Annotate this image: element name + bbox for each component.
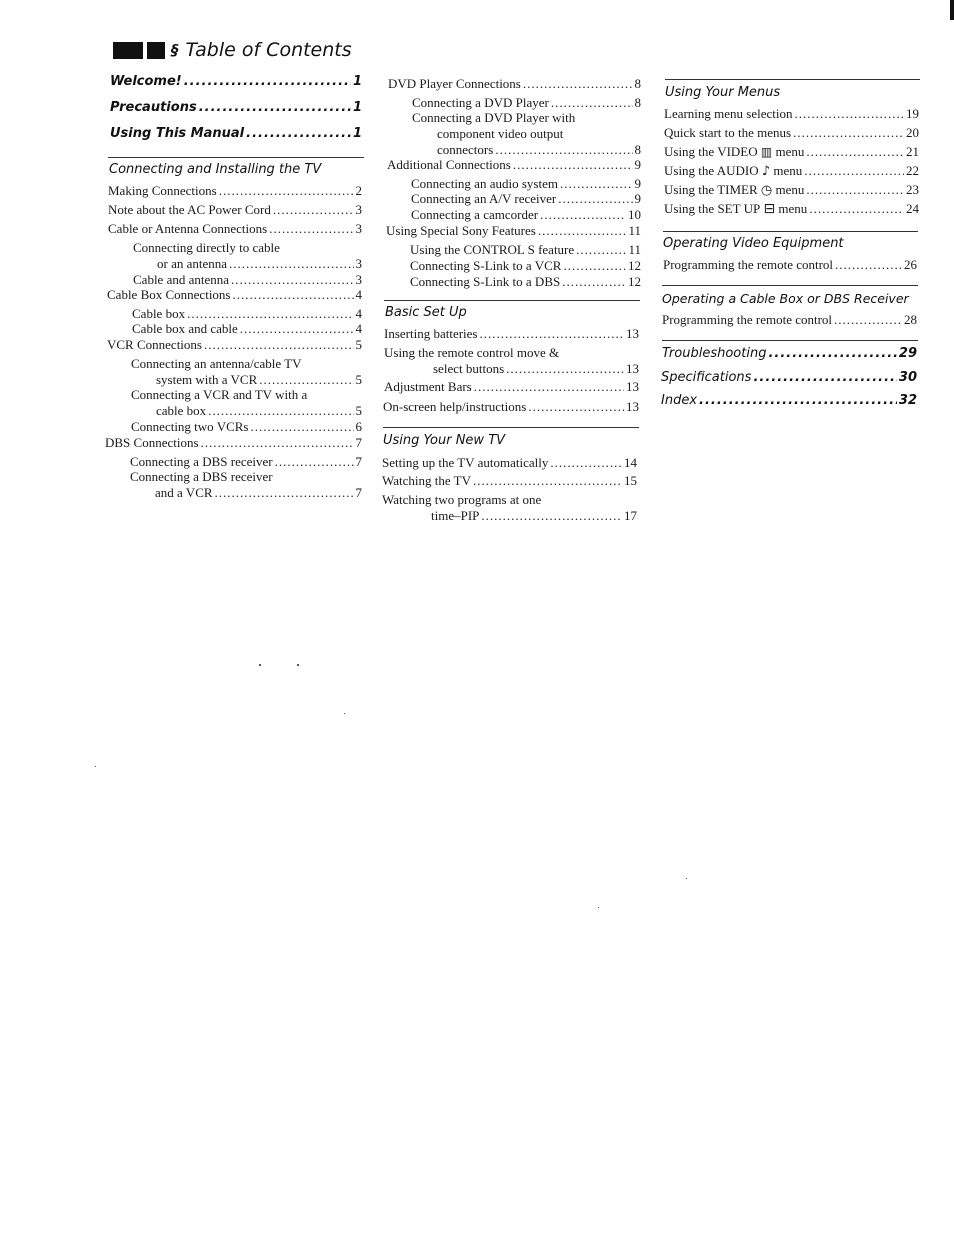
scan-speck [344,713,345,714]
dot-leader [538,223,627,239]
scan-speck [259,664,261,666]
toc-entry[interactable] [132,306,362,322]
toc-page: 12 [628,258,641,273]
toc-label: cable box [156,403,207,418]
dot-leader [753,370,896,385]
toc-page: 4 [355,321,362,336]
dot-leader [806,144,904,160]
dot-leader [259,372,353,388]
dot-leader [523,76,633,92]
dot-leader [199,100,351,115]
section-divider [663,231,918,232]
toc-entry[interactable] [156,403,362,419]
toc-entry[interactable] [662,312,917,328]
section-title-connecting: Connecting and Installing the TV [109,162,322,177]
dot-leader [699,393,897,408]
toc-page: 30 [898,370,917,385]
scan-speck [95,766,96,767]
toc-label: Connecting an A/V receiver [411,191,557,206]
toc-label: Connecting two VCRs [131,419,249,434]
scan-speck [598,907,599,908]
scan-speck [686,878,687,879]
toc-entry[interactable] [387,157,641,173]
toc-label: Welcome! [110,74,182,89]
toc-entry-using-manual[interactable] [110,126,362,141]
section-title-video-equipment: Operating Video Equipment [663,236,844,251]
toc-entry-audio-menu[interactable] [664,163,919,179]
toc-page: 13 [626,326,639,341]
toc-entry-continued[interactable]: component video output [437,126,564,141]
toc-entry[interactable] [410,242,641,258]
toc-label: Connecting a camcorder [411,207,539,222]
toc-page: 28 [904,312,917,327]
toc-page: 17 [624,508,637,523]
dot-leader [560,176,633,192]
toc-label: Cable box and cable [132,321,238,336]
toc-page: 3 [355,202,362,217]
toc-entry[interactable] [156,372,362,388]
toc-label: Using the AUDIO [664,163,759,178]
toc-entry-timer-menu[interactable] [664,182,919,198]
toc-page: 24 [906,201,919,216]
toc-label: Cable and antenna [133,272,230,287]
toc-page: 22 [906,163,919,178]
dot-leader [558,191,632,207]
section-title-menus: Using Your Menus [665,85,781,100]
dot-leader [273,202,354,218]
toc-label: connectors [437,142,494,157]
toc-page: 2 [355,183,362,198]
dot-leader [809,201,904,217]
toc-entry-precautions[interactable] [110,100,362,115]
toc-label: Programming the remote control [662,312,833,327]
toc-entry-continued[interactable]: Connecting a DVD Player with [412,110,576,125]
toc-entry[interactable] [383,399,639,415]
toc-label: Cable box [132,306,186,321]
toc-label: Using the TIMER [664,182,758,197]
section-divider [662,340,918,341]
toc-page: 15 [624,473,637,488]
toc-entry[interactable] [437,142,641,158]
toc-page: 20 [906,125,919,140]
toc-label: Connecting a DVD Player [412,95,549,110]
toc-page: 13 [626,379,639,394]
toc-page: 5 [355,337,362,352]
toc-label: Using the VIDEO [664,144,758,159]
toc-entry-continued[interactable]: Connecting a DBS receiver [130,469,273,484]
dot-leader [768,346,896,361]
toc-entry[interactable] [410,258,641,274]
toc-entry[interactable] [411,207,641,223]
toc-page: 5 [355,372,362,387]
toc-label: or an antenna [157,256,228,271]
toc-entry[interactable] [382,455,637,471]
page-edge-mark [950,0,954,20]
setup-menu-icon: ⊟ [763,201,776,217]
toc-label: and a VCR [155,485,213,500]
video-menu-icon: ▥ [760,145,773,159]
dot-leader [804,163,904,179]
dot-leader [251,419,354,435]
toc-entry[interactable] [384,326,639,342]
toc-entry[interactable] [107,287,362,303]
toc-entry[interactable] [107,337,362,353]
toc-label: Index [661,393,698,408]
toc-page: 7 [355,454,362,469]
toc-entry-setup-menu[interactable] [664,201,919,217]
toc-entry[interactable] [155,485,362,501]
toc-entry[interactable] [131,419,362,435]
toc-label: Using the SET UP [664,201,761,216]
toc-page: 26 [904,257,917,272]
toc-page: 32 [898,393,917,408]
dot-leader [835,257,902,273]
toc-page: 9 [634,157,641,172]
dot-leader [528,399,624,415]
toc-page: 11 [628,223,641,238]
toc-label: On-screen help/instructions [383,399,527,414]
toc-label: Precautions [110,100,197,115]
toc-label: VCR Connections [107,337,202,352]
toc-label: Using This Manual [110,126,245,141]
toc-entry[interactable] [410,274,641,290]
toc-label: Programming the remote control [663,257,834,272]
toc-entry-welcome[interactable] [110,74,362,89]
toc-label: Setting up the TV automatically [382,455,549,470]
toc-entry[interactable] [105,435,362,451]
toc-entry-specifications[interactable] [661,370,917,385]
toc-label: Specifications [661,370,752,385]
header-glyph-icon: § [171,41,179,59]
dot-leader [793,125,904,141]
dot-leader [481,508,622,524]
toc-label: DBS Connections [105,435,199,450]
toc-label-suffix: menu [773,163,803,178]
toc-entry[interactable] [388,76,641,92]
toc-entry-continued[interactable]: Connecting directly to cable [133,240,280,255]
toc-label: Connecting a DBS receiver [130,454,273,469]
dot-leader [275,454,354,470]
toc-page: 9 [634,191,641,206]
toc-entry[interactable] [384,379,639,395]
toc-entry[interactable] [108,202,362,218]
toc-label: Using Special Sony Features [386,223,536,238]
toc-entry[interactable] [433,361,639,377]
toc-label: time–PIP [431,508,480,523]
toc-page: 7 [355,435,362,450]
toc-label: Watching the TV [382,473,471,488]
toc-label: select buttons [433,361,505,376]
toc-entry[interactable] [664,106,919,122]
toc-entry[interactable] [664,125,919,141]
dot-leader [208,403,353,419]
dot-leader [495,142,632,158]
dot-leader [576,242,626,258]
toc-label: Additional Connections [387,157,511,172]
dot-leader [474,379,624,395]
toc-entry-continued[interactable]: Connecting a VCR and TV with a [131,387,308,402]
dot-leader [231,272,353,288]
toc-entry[interactable] [411,176,641,192]
header-block-icon [113,42,143,59]
dot-leader [540,207,626,223]
toc-page: 13 [626,399,639,414]
toc-entry-index[interactable] [661,393,917,408]
dot-leader [550,455,622,471]
toc-page: 8 [634,142,641,157]
dot-leader [834,312,902,328]
toc-page: 9 [634,176,641,191]
section-title-cable-box: Operating a Cable Box or DBS Receiver [662,291,909,306]
toc-page: 23 [906,182,919,197]
toc-label-suffix: menu [778,201,808,216]
toc-page: 12 [628,274,641,289]
toc-page: 8 [634,76,641,91]
dot-leader [269,221,353,237]
toc-label: Connecting S-Link to a DBS [410,274,561,289]
toc-entry[interactable] [386,223,641,239]
toc-label: Note about the AC Power Cord [108,202,271,217]
dot-leader [806,182,904,198]
section-divider [108,157,364,158]
toc-label: Connecting an audio system [411,176,558,191]
toc-label: Connecting S-Link to a VCR [410,258,562,273]
dot-leader [513,157,633,173]
timer-menu-icon: ◷ [760,183,773,198]
toc-label: Inserting batteries [384,326,478,341]
toc-page: 29 [898,346,917,361]
dot-leader [215,485,354,501]
toc-entry[interactable] [132,321,362,337]
toc-entry-continued[interactable]: Connecting an antenna/cable TV [131,356,302,371]
toc-page: 5 [355,403,362,418]
toc-entry-continued[interactable]: Watching two programs at one [382,492,542,507]
toc-page: 7 [355,485,362,500]
section-divider [665,79,920,80]
toc-label: Cable or Antenna Connections [108,221,268,236]
dot-leader [506,361,624,377]
toc-page: 4 [355,306,362,321]
scan-speck [297,664,299,666]
toc-page: 3 [355,272,362,287]
toc-label-suffix: menu [775,144,805,159]
toc-entry[interactable] [382,473,637,489]
toc-page: 14 [624,455,637,470]
toc-entry-continued[interactable]: Using the remote control move & [384,345,560,360]
toc-entry-video-menu[interactable] [664,144,919,160]
toc-entry[interactable] [157,256,362,272]
header-block-icon [147,42,165,59]
toc-label: system with a VCR [156,372,258,387]
dot-leader [240,321,354,337]
toc-page: 1 [352,100,362,115]
toc-label: Troubleshooting [662,346,767,361]
toc-entry-troubleshooting[interactable] [662,346,917,361]
toc-page: 8 [634,95,641,110]
dot-leader [219,183,354,199]
toc-entry[interactable] [412,95,641,111]
toc-label-suffix: menu [775,182,805,197]
dot-leader [233,287,354,303]
toc-page: 1 [352,74,362,89]
toc-page: 10 [628,207,641,222]
toc-page: 13 [626,361,639,376]
audio-menu-icon: ♪ [761,164,771,179]
dot-leader [473,473,622,489]
dot-leader [795,106,904,122]
toc-entry[interactable] [411,191,641,207]
toc-page: 4 [355,287,362,302]
dot-leader [563,258,626,274]
toc-entry[interactable] [133,272,362,288]
dot-leader [480,326,625,342]
dot-leader [187,306,353,322]
toc-label: Using the CONTROL S feature [410,242,575,257]
toc-label: Cable Box Connections [107,287,231,302]
dot-leader [184,74,351,89]
toc-label: Adjustment Bars [384,379,472,394]
toc-page: 21 [906,144,919,159]
toc-label: Quick start to the menus [664,125,792,140]
toc-entry[interactable] [108,183,362,199]
page-header [113,34,352,66]
toc-label: Learning menu selection [664,106,793,121]
dot-leader [246,126,351,141]
toc-entry[interactable] [431,508,637,524]
page-title: Table of Contents [185,39,352,61]
dot-leader [551,95,633,111]
toc-page: 6 [355,419,362,434]
dot-leader [204,337,354,353]
toc-label: Making Connections [108,183,217,198]
dot-leader [229,256,353,272]
section-divider [662,285,918,286]
section-divider [383,427,639,428]
toc-label: DVD Player Connections [388,76,521,91]
toc-page: 11 [628,242,641,257]
toc-entry[interactable] [108,221,362,237]
toc-entry[interactable] [663,257,917,273]
toc-page: 1 [352,126,362,141]
dot-leader [562,274,626,290]
toc-page: 3 [355,221,362,236]
toc-entry[interactable] [130,454,362,470]
dot-leader [201,435,354,451]
section-title-basic-set-up: Basic Set Up [385,305,467,320]
toc-page: 19 [906,106,919,121]
toc-page: 3 [355,256,362,271]
section-title-new-tv: Using Your New TV [383,433,506,448]
section-divider [384,300,640,301]
